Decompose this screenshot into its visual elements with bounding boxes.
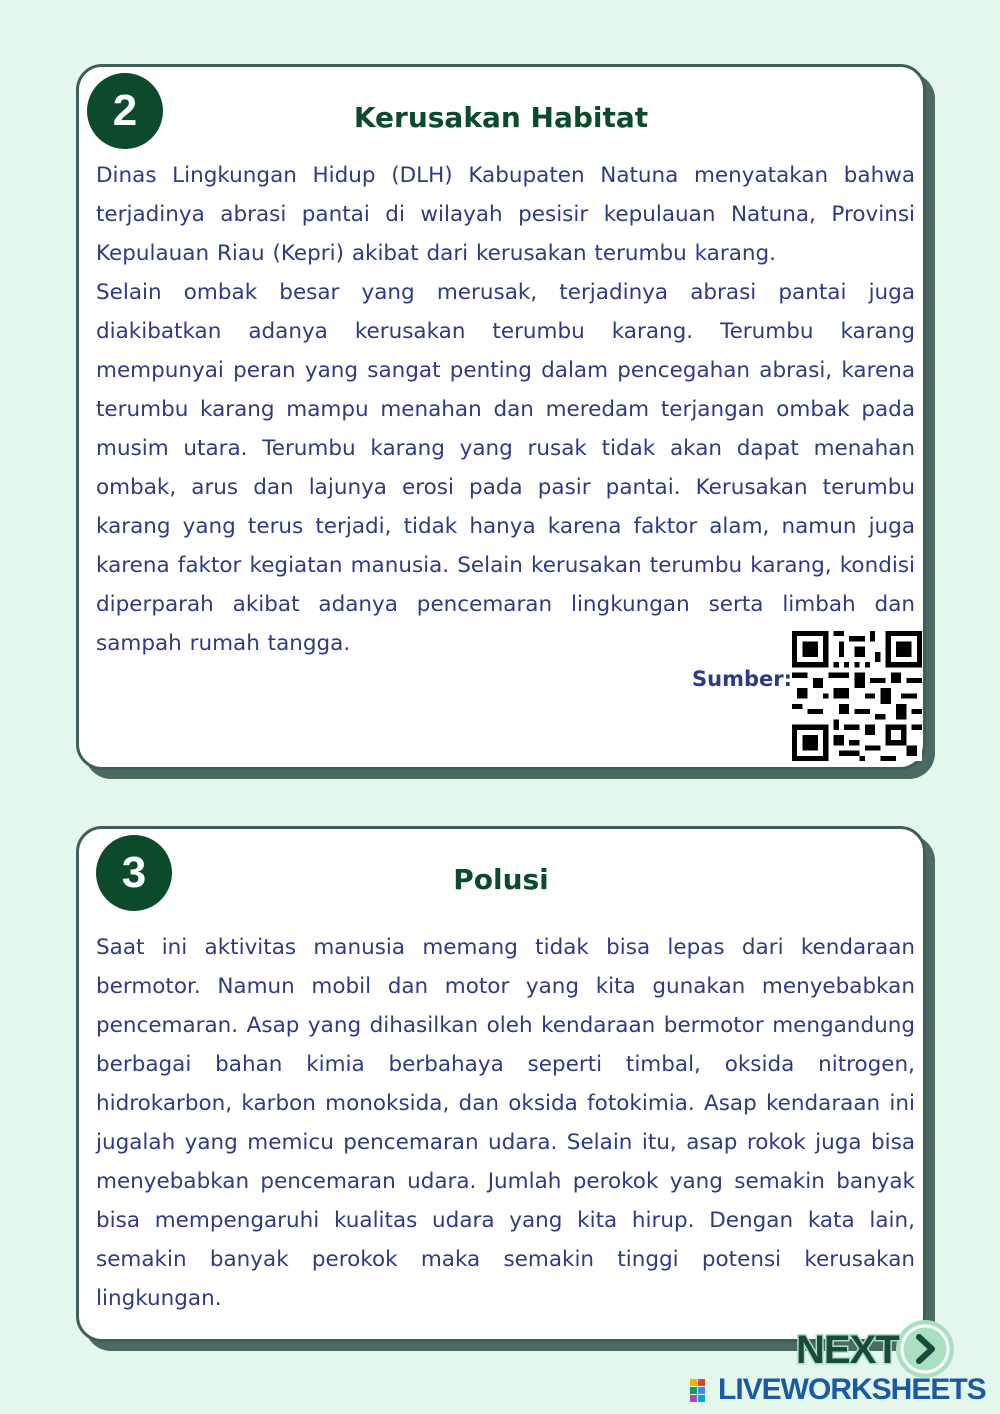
qr-code-icon[interactable] — [792, 631, 922, 761]
paragraph: Saat ini aktivitas manusia memang tidak bisa lepas dari kendaraan bermotor. Namun mobil dan motor yang kita gunakan menyebabkan pencemaran. Asap yang dihasilkan oleh kendaraan bermotor mengandung berbagai bahan kimia berbahaya seperti timbal, oksida nitrogen, hidrokarbon, karbon monoksida, dan oksida fotokimia. Asap kendaraan ini jugalah yang memicu pencemaran udara. Selain itu, asap rokok juga bisa menyebabkan pencemaran udara. Jumlah perokok yang semakin banyak bisa mempengaruhi kualitas udara yang kita hirup. Dengan kata lain, semakin banyak perokok maka semakin tinggi potensi kerusakan lingkungan. — [96, 935, 915, 1311]
section-body — [96, 928, 915, 1318]
source-label: Sumber: — [692, 667, 792, 691]
chevron-right-icon — [896, 1320, 954, 1378]
brand-text: LIVEWORKSHEETS — [718, 1373, 986, 1406]
next-button[interactable] — [790, 1320, 956, 1380]
paragraph: Selain ombak besar yang merusak, terjadinya abrasi pantai juga diakibatkan adanya kerusakan terumbu karang. Terumbu karang mempunyai peran yang sangat penting dalam pencegahan abrasi, karena terumbu karang mampu menahan dan meredam terjangan ombak pada musim utara. Terumbu karang yang rusak tidak akan dapat menahan ombak, arus dan lajunya erosi pada pasir pantai. Kerusakan terumbu karang yang terus terjadi, tidak hanya karena faktor alam, namun juga karena faktor kegiatan manusia. Selain kerusakan terumbu karang, kondisi diperparah akibat adanya pencemaran lingkungan serta limbah dan sampah rumah tangga. — [96, 280, 915, 656]
section-body — [96, 156, 915, 663]
paragraph: Dinas Lingkungan Hidup (DLH) Kabupaten Natuna menyatakan bahwa terjadinya abrasi pantai di wilayah pesisir kepulauan Natuna, Provinsi Kepulauan Riau (Kepri) akibat dari kerusakan terumbu karang. — [96, 163, 915, 266]
section-number-badge: 2 — [87, 73, 163, 149]
section-card-kerusakan-habitat — [76, 64, 926, 770]
liveworksheets-brand — [690, 1373, 990, 1407]
section-title: Polusi — [453, 863, 549, 896]
section-title: Kerusakan Habitat — [353, 101, 649, 134]
next-label: NEXT — [796, 1328, 899, 1372]
section-number-badge: 3 — [96, 835, 172, 911]
liveworksheets-logo-icon — [690, 1379, 714, 1403]
section-card-polusi — [76, 826, 926, 1342]
